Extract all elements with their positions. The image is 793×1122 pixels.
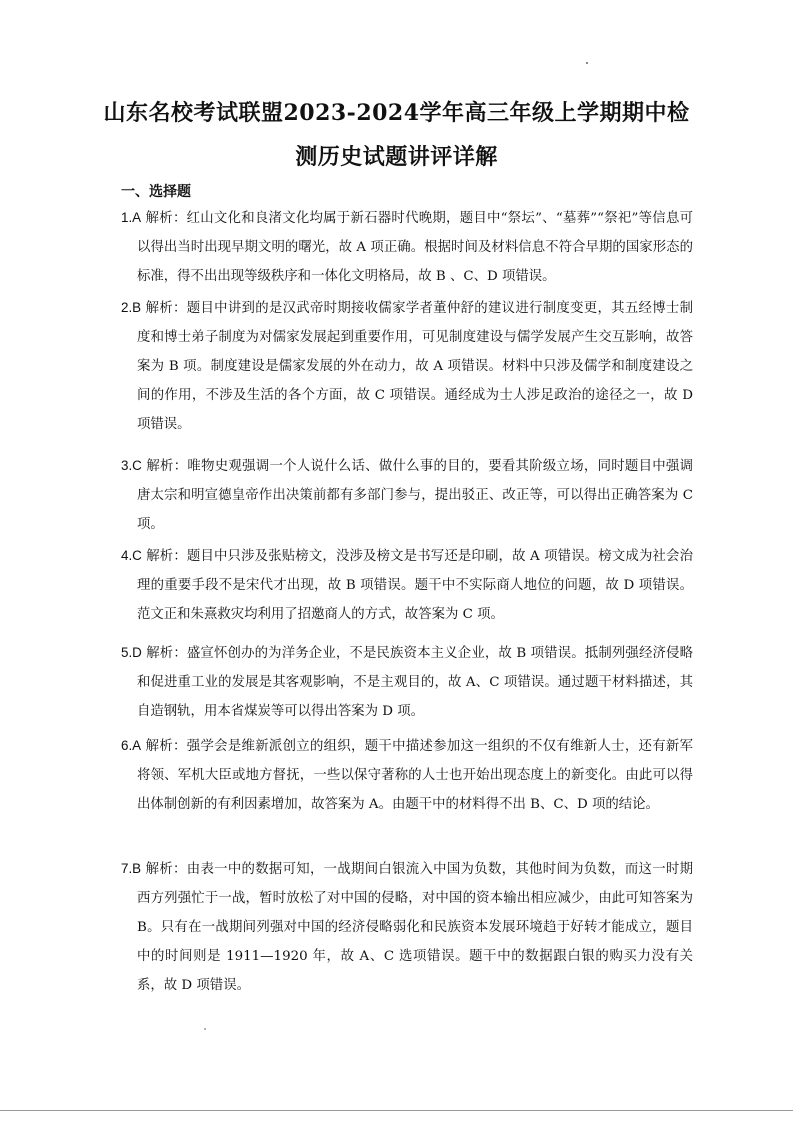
answer-item-4 — [121, 541, 693, 629]
answer-item-7 — [121, 854, 693, 1000]
answer-number: 3. — [121, 458, 133, 473]
answer-label: 解析： — [141, 301, 187, 316]
answer-text: 题目中只涉及张贴榜文，没涉及榜文是书写还是印刷，故 A 项错误。榜文成为社会治理的重要手段不是宋代才出现，故 B 项错误。题干中不实际商人地位的问题，故 D 项错误。范文正和朱熹救灾均利用了招邀商人的方式，故答案为 C 项。 — [137, 549, 693, 622]
answer-number: 6. — [121, 738, 133, 753]
page-mark-dot — [204, 1028, 206, 1030]
answer-item-5 — [121, 638, 693, 726]
page-title-line-2: 测历史试题讲评详解 — [295, 144, 498, 170]
answer-label: 解析： — [141, 646, 187, 661]
answer-text: 盛宣怀创办的为洋务企业，不是民族资本主义企业，故 B 项错误。抵制列强经济侵略和促进重工业的发展是其客观影响，不是主观目的，故 A、C 项错误。通过题干材料描述，其自造钢轨，用本省煤炭等可以得出答案为 D 项。 — [137, 646, 693, 719]
answer-item-1 — [121, 203, 693, 291]
page-title-line-1: 山东名校考试联盟2023-2024学年高三年级上学期期中检 — [103, 100, 690, 126]
answer-label: 解析： — [141, 739, 187, 754]
footer-rule — [0, 1110, 793, 1111]
answer-number: 4. — [121, 548, 133, 563]
answer-number: 5. — [121, 645, 133, 660]
answer-item-6 — [121, 731, 693, 819]
answer-label: 解析： — [141, 211, 187, 226]
answer-option: A — [132, 210, 142, 225]
answer-label: 解析： — [141, 549, 187, 564]
answer-number: 1. — [121, 210, 133, 225]
answer-option: B — [132, 300, 142, 315]
answer-option: C — [132, 458, 142, 473]
answer-number: 7. — [121, 861, 133, 876]
answer-option: C — [132, 548, 142, 563]
answer-label: 解析： — [141, 459, 188, 474]
section-heading: 一、选择题 — [121, 184, 191, 200]
answer-item-2 — [121, 293, 693, 439]
answer-item-3 — [121, 451, 693, 539]
answer-text: 由表一中的数据可知，一战期间白银流入中国为负数，其他时间为负数，而这一时期西方列强忙于一战，暂时放松了对中国的侵略，对中国的资本输出相应减少，由此可知答案为 B。只有在一战期间列强对中国的经济侵略弱化和民族资本发展环境趋于好转才能成立，题目中的时间则是 1911—1920 年，故 A、C 选项错误。题干中的数据跟白银的购买力没有关系，故 D 项错误。 — [137, 862, 694, 993]
answer-label: 解析： — [141, 862, 187, 877]
answer-text: 强学会是维新派创立的组织，题干中描述参加这一组织的不仅有维新人士，还有新军将领、军机大臣或地方督抚，一些以保守著称的人士也开始出现态度上的新变化。由此可以得出体制创新的有利因素增加，故答案为 A。由题干中的材料得不出 B、C、D 项的结论。 — [137, 739, 694, 812]
answer-option: D — [132, 645, 142, 660]
answer-text: 红山文化和良渚文化均属于新石器时代晚期，题目中“祭坛”、“墓葬”“祭祀”等信息可以得出当时出现早期文明的曙光，故 A 项正确。根据时间及材料信息不符合早期的国家形态的标准，得不出出现等级秩序和一体化文明格局，故 B 、C、D 项错误。 — [137, 211, 693, 284]
answer-text: 唯物史观强调一个人说什么话、做什么事的目的，要看其阶级立场，同时题目中强调唐太宗和明宣德皇帝作出决策前都有多部门参与，提出驳正、改正等，可以得出正确答案为 C 项。 — [137, 459, 693, 532]
answer-text: 题目中讲到的是汉武帝时期接收儒家学者董仲舒的建议进行制度变更，其五经博士制度和博士弟子制度为对儒家发展起到重要作用，可见制度建设与儒学发展产生交互影响，故答案为 B 项。制度建设是儒家发展的外在动力，故 A 项错误。材料中只涉及儒学和制度建设之间的作用，不涉及生活的各个方面，故 C 项错误。通经成为士人涉足政治的途径之一，故 D 项错误。 — [137, 301, 694, 432]
answer-number: 2. — [121, 300, 133, 315]
answer-option: B — [132, 861, 142, 876]
answer-option: A — [132, 738, 142, 753]
